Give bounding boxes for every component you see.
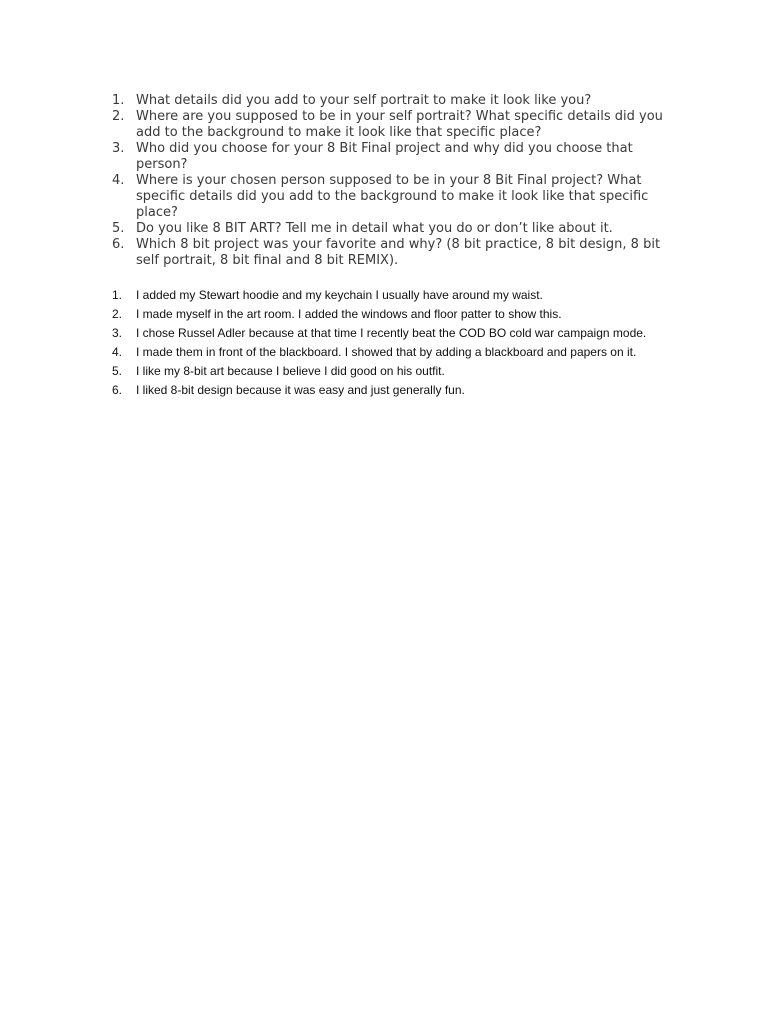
question-text: What details did you add to your self portrait to make it look like you? (136, 93, 592, 108)
answer-item (112, 362, 672, 381)
question-list (112, 93, 672, 269)
question-text: Where is your chosen person supposed to be in your 8 Bit Final project? What specific details did you add to the background to make it look like that specific place? (136, 173, 649, 220)
question-number: 4. (112, 173, 125, 188)
question-text: Where are you supposed to be in your self portrait? What specific details did you add to the background to make it look like that specific place? (136, 109, 663, 140)
question-item (112, 109, 672, 141)
question-item (112, 141, 672, 173)
question-item (112, 173, 672, 221)
question-text: Do you like 8 BIT ART? Tell me in detail what you do or don’t like about it. (136, 221, 613, 236)
answer-number: 1. (112, 288, 123, 302)
answer-text: I made myself in the art room. I added the windows and floor patter to show this. (136, 307, 562, 321)
answer-number: 6. (112, 383, 123, 397)
answer-text: I added my Stewart hoodie and my keychain I usually have around my waist. (136, 288, 543, 302)
answer-item (112, 343, 672, 362)
question-number: 1. (112, 93, 125, 108)
answer-item (112, 324, 672, 343)
answer-number: 5. (112, 364, 123, 378)
answer-item (112, 286, 672, 305)
answer-number: 3. (112, 326, 123, 340)
answer-list (112, 286, 672, 400)
question-number: 3. (112, 141, 125, 156)
answer-text: I like my 8-bit art because I believe I did good on his outfit. (136, 364, 445, 378)
answer-text: I liked 8-bit design because it was easy and just generally fun. (136, 383, 465, 397)
question-number: 2. (112, 109, 125, 124)
question-item (112, 93, 672, 109)
question-text: Who did you choose for your 8 Bit Final project and why did you choose that person? (136, 141, 633, 172)
answer-item (112, 381, 672, 400)
answer-item (112, 305, 672, 324)
question-item (112, 237, 672, 269)
answer-number: 4. (112, 345, 123, 359)
answer-text: I chose Russel Adler because at that time I recently beat the COD BO cold war campaign mode. (136, 326, 647, 340)
question-number: 6. (112, 237, 125, 252)
question-text: Which 8 bit project was your favorite and why? (8 bit practice, 8 bit design, 8 bit self portrait, 8 bit final and 8 bit REMIX). (136, 237, 661, 268)
answer-text: I made them in front of the blackboard. I showed that by adding a blackboard and papers on it. (136, 345, 637, 359)
answer-number: 2. (112, 307, 123, 321)
question-item (112, 221, 672, 237)
question-number: 5. (112, 221, 125, 236)
